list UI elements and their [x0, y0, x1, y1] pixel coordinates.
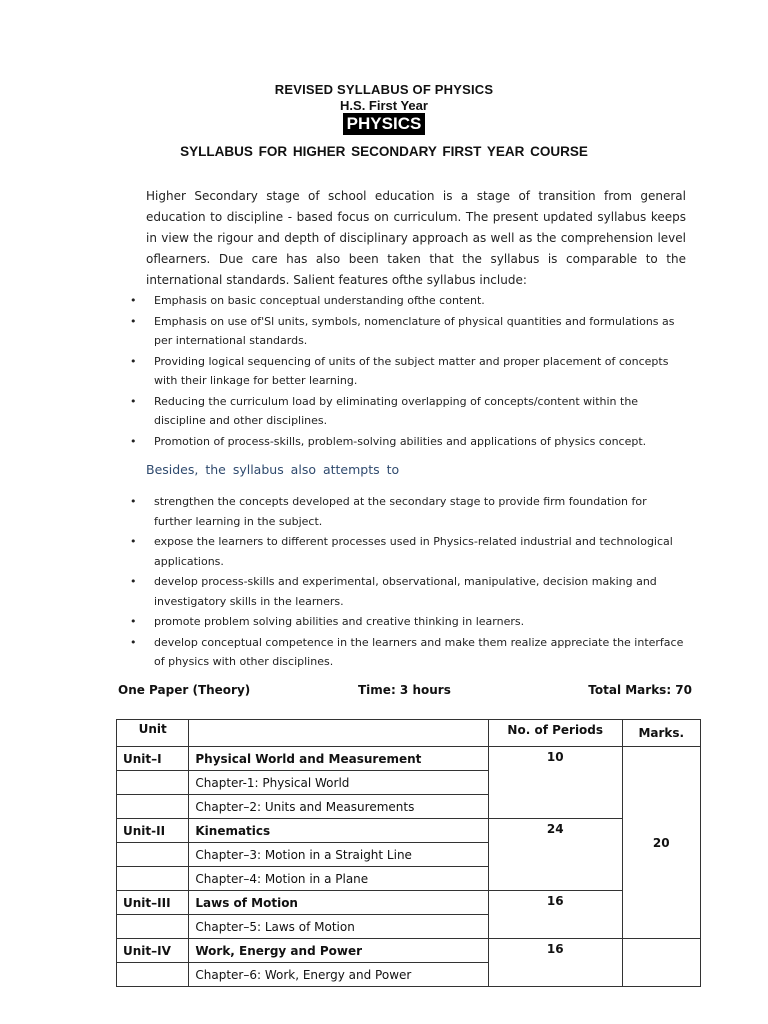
periods-cell: 16	[488, 939, 622, 987]
bullet-icon: •	[130, 635, 137, 649]
unit-cell-empty	[117, 843, 189, 867]
topic-cell: Work, Energy and Power	[189, 939, 489, 963]
header-periods: No. of Periods	[488, 720, 622, 747]
subject-badge: PHYSICS	[343, 113, 426, 135]
header-topic	[189, 720, 489, 747]
aim-text: develop process-skills and experimental, observational, manipulative, decision making and investigatory skills in the learners.	[154, 575, 657, 608]
list-item	[130, 532, 686, 571]
bullet-icon: •	[130, 354, 137, 368]
besides-heading: Besides, the syllabus also attempts to	[146, 462, 400, 477]
topic-cell: Kinematics	[189, 819, 489, 843]
doc-subtitle: H.S. First Year	[340, 98, 428, 113]
doc-title: REVISED SYLLABUS OF PHYSICS	[274, 82, 494, 97]
paper-label: One Paper (Theory)	[118, 683, 251, 697]
list-item	[130, 432, 686, 452]
feature-text: Promotion of process-skills, problem-solving abilities and applications of physics concept.	[154, 434, 647, 448]
chapter-cell: Chapter–4: Motion in a Plane	[189, 867, 489, 891]
intro-paragraph	[146, 186, 686, 291]
feature-text: Providing logical sequencing of units of the subject matter and proper placement of concepts with their linkage for better learning.	[154, 354, 669, 387]
total-marks-label: Total Marks: 70	[588, 683, 692, 697]
table-row	[117, 891, 701, 915]
list-item	[130, 492, 686, 531]
list-item	[130, 612, 686, 632]
unit-cell-empty	[117, 963, 189, 987]
marks-cell: 20	[622, 747, 700, 939]
list-item	[130, 291, 686, 311]
bullet-icon: •	[130, 314, 137, 328]
table-header-row	[117, 720, 701, 747]
list-item	[130, 352, 686, 391]
unit-cell-empty	[117, 771, 189, 795]
unit-cell-empty	[117, 867, 189, 891]
unit-cell: Unit–III	[117, 891, 189, 915]
chapter-cell: Chapter–5: Laws of Motion	[189, 915, 489, 939]
chapter-cell: Chapter–6: Work, Energy and Power	[189, 963, 489, 987]
aim-text: strengthen the concepts developed at the secondary stage to provide firm foundation for further learning in the subject.	[154, 495, 647, 528]
header-unit: Unit	[117, 720, 189, 747]
periods-cell: 10	[488, 747, 622, 819]
bullet-icon: •	[130, 434, 137, 448]
bullet-icon: •	[130, 575, 137, 588]
feature-text: Emphasis on use of'Sl units, symbols, nomenclature of physical quantities and formulations as per international standards.	[154, 314, 675, 347]
list-item	[130, 572, 686, 611]
unit-cell: Unit-II	[117, 819, 189, 843]
periods-cell: 16	[488, 891, 622, 939]
topic-cell: Physical World and Measurement	[189, 747, 489, 771]
bullet-icon: •	[130, 535, 137, 548]
table-row	[117, 939, 701, 963]
unit-cell-empty	[117, 915, 189, 939]
aim-text: expose the learners to different processes used in Physics-related industrial and technological applications.	[154, 535, 673, 568]
header-marks: Marks.	[622, 720, 700, 747]
unit-cell: Unit–IV	[117, 939, 189, 963]
chapter-cell: Chapter-1: Physical World	[189, 771, 489, 795]
syllabus-heading: SYLLABUS FOR HIGHER SECONDARY FIRST YEAR COURSE	[180, 144, 588, 159]
aims-list	[130, 492, 686, 673]
aim-text: promote problem solving abilities and creative thinking in learners.	[154, 615, 525, 628]
unit-cell-empty	[117, 795, 189, 819]
feature-text: Reducing the curriculum load by eliminating overlapping of concepts/content within the discipline and other disciplines.	[154, 394, 639, 427]
bullet-icon: •	[130, 394, 137, 408]
aim-text: develop conceptual competence in the learners and make them realize appreciate the interface of physics with other disciplines.	[154, 635, 684, 668]
chapter-cell: Chapter–3: Motion in a Straight Line	[189, 843, 489, 867]
unit-cell: Unit–I	[117, 747, 189, 771]
bullet-icon: •	[130, 615, 137, 628]
bullet-icon: •	[130, 294, 137, 307]
table-row	[117, 747, 701, 771]
list-item	[130, 392, 686, 431]
table-row	[117, 819, 701, 843]
list-item	[130, 312, 686, 351]
bullet-icon: •	[130, 495, 137, 508]
time-label: Time: 3 hours	[358, 683, 451, 697]
features-list	[130, 291, 686, 452]
syllabus-table	[116, 719, 701, 987]
periods-cell: 24	[488, 819, 622, 891]
marks-cell-empty	[622, 939, 700, 987]
subject-badge-wrap	[0, 113, 768, 135]
feature-text: Emphasis on basic conceptual understanding ofthe content.	[154, 294, 485, 307]
intro-text: Higher Secondary stage of school education is a stage of transition from general education to discipline - based focus on curriculum. The present updated syllabus keeps in view the rigour and depth of disciplinary approach as well as the comprehension level oflearners. Due care has also been taken that the syllabus is comparable to the international standards. Salient features ofthe syllabus include:	[146, 189, 686, 287]
topic-cell: Laws of Motion	[189, 891, 489, 915]
chapter-cell: Chapter–2: Units and Measurements	[189, 795, 489, 819]
list-item	[130, 633, 686, 672]
